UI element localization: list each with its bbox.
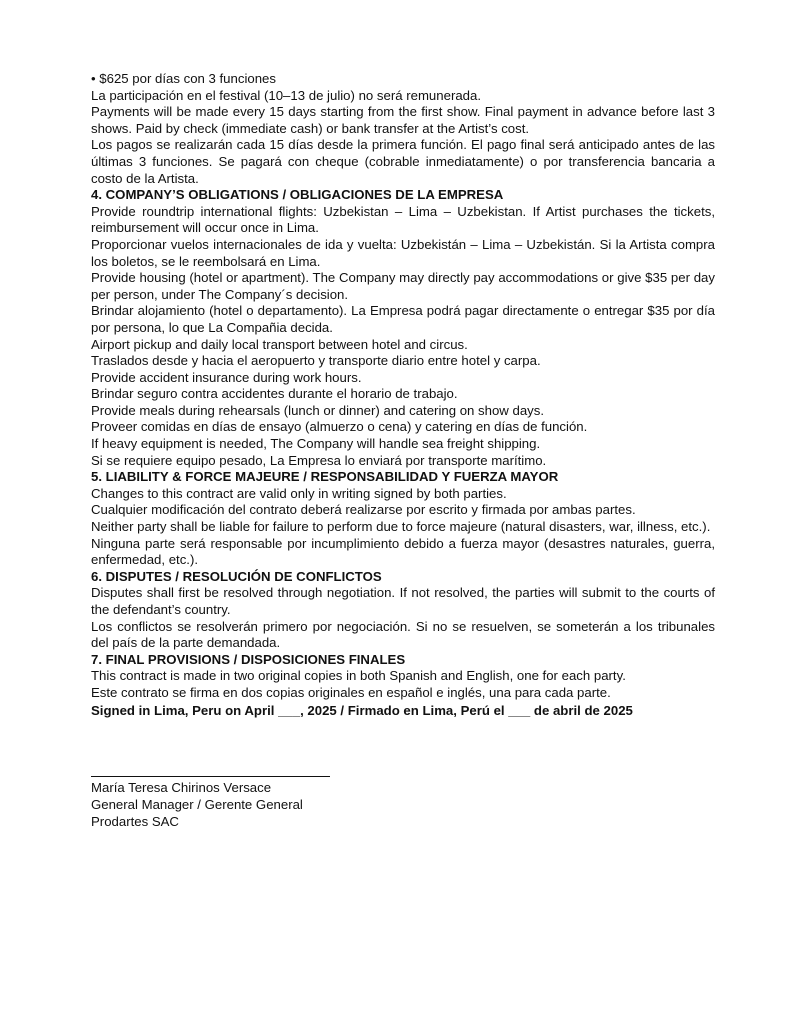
contract-paragraph: Cualquier modificación del contrato deberá realizarse por escrito y firmada por ambas partes. (91, 502, 636, 518)
signatory-company: Prodartes SAC (91, 814, 179, 829)
signatory-name: María Teresa Chirinos Versace (91, 780, 272, 795)
signed-date-line: Signed in Lima, Peru on April ___, 2025 / Firmado en Lima, Perú el ___ de abril de 2025 (91, 702, 633, 718)
signatory-title: General Manager / Gerente General (91, 797, 303, 812)
contract-paragraph: Provide meals during rehearsals (lunch or dinner) and catering on show days. (91, 402, 545, 418)
contract-paragraph: Provide roundtrip international flights: Uzbekistan – Lima – Uzbekistan. If Artist purchases the tickets, reimbursement will occur once in Lima. (91, 203, 715, 236)
contract-paragraph: This contract is made in two original copies in both Spanish and English, one for each party. (91, 668, 626, 684)
section-heading: 7. FINAL PROVISIONS / DISPOSICIONES FINALES (91, 651, 406, 667)
section-heading: 4. COMPANY’S OBLIGATIONS / OBLIGACIONES DE LA EMPRESA (91, 187, 504, 203)
contract-paragraph: Proporcionar vuelos internacionales de ida y vuelta: Uzbekistán – Lima – Uzbekistán. Si la Artista compra los boletos, se le reembolsará en Lima. (91, 236, 715, 269)
section-heading: 5. LIABILITY & FORCE MAJEURE / RESPONSABILIDAD Y FUERZA MAYOR (91, 469, 559, 485)
contract-paragraph: Traslados desde y hacia el aeropuerto y transporte diario entre hotel y carpa. (91, 353, 541, 369)
signature-block (91, 776, 330, 830)
contract-paragraph: Proveer comidas en días de ensayo (almuerzo o cena) y catering en días de función. (91, 419, 588, 435)
contract-paragraph: Airport pickup and daily local transport between hotel and circus. (91, 336, 468, 352)
contract-paragraph: La participación en el festival (10–13 de julio) no será remunerada. (91, 87, 481, 103)
section-heading: 6. DISPUTES / RESOLUCIÓN DE CONFLICTOS (91, 568, 382, 584)
contract-paragraph: Los pagos se realizarán cada 15 días desde la primera función. El pago final será anticipado antes de las últimas 3 funciones. Se pagará con cheque (cobrable inmediatamente) o por transferencia bancaria a costo de la Artista. (91, 137, 715, 186)
contract-paragraph: Payments will be made every 15 days starting from the first show. Final payment in advance before last 3 shows. Paid by check (immediate cash) or bank transfer at the Artist’s cost. (91, 104, 715, 136)
contract-body (91, 71, 715, 719)
contract-paragraph: Brindar seguro contra accidentes durante el horario de trabajo. (91, 386, 458, 402)
contract-paragraph: Provide housing (hotel or apartment). The Company may directly pay accommodations or give $35 per day per person, under The Company´s decision. (91, 270, 715, 302)
contract-paragraph: Disputes shall first be resolved through negotiation. If not resolved, the parties will submit to the courts of the defendant’s country. (91, 585, 715, 617)
contract-paragraph: Neither party shall be liable for failure to perform due to force majeure (natural disasters, war, illness, etc.). (91, 519, 711, 535)
signature-line (91, 776, 330, 777)
contract-paragraph: Ninguna parte será responsable por incumplimiento debido a fuerza mayor (desastres naturales, guerra, enfermedad, etc.). (91, 535, 715, 568)
contract-paragraph: Provide accident insurance during work hours. (91, 369, 362, 385)
contract-paragraph: Changes to this contract are valid only in writing signed by both parties. (91, 485, 507, 501)
contract-paragraph: Si se requiere equipo pesado, La Empresa lo enviará por transporte marítimo. (91, 452, 547, 468)
contract-paragraph: Los conflictos se resolverán primero por negociación. Si no se resuelven, se someterán a los tribunales del país de la parte demandada. (91, 618, 715, 651)
contract-paragraph: If heavy equipment is needed, The Company will handle sea freight shipping. (91, 436, 541, 452)
contract-paragraph: Brindar alojamiento (hotel o departamento). La Empresa podrá pagar directamente o entregar $35 por día por persona, lo que La Compañia decida. (91, 303, 715, 335)
contract-paragraph: • $625 por días con 3 funciones (91, 71, 276, 86)
contract-paragraph: Este contrato se firma en dos copias originales en español e inglés, una para cada parte. (91, 684, 611, 700)
